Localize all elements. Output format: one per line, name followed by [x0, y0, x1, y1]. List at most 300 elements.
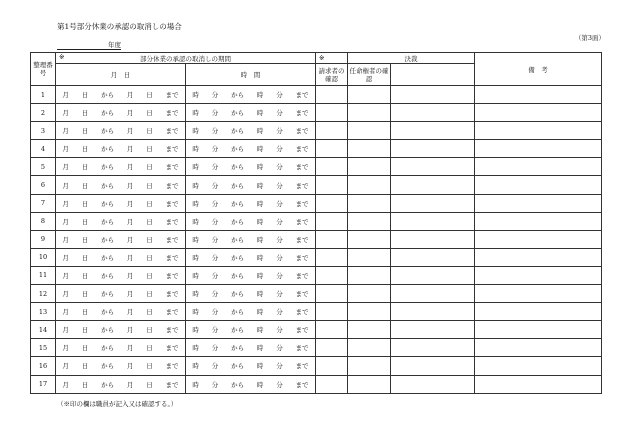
- row-number: 6: [31, 176, 56, 194]
- authority-check-cell[interactable]: [391, 230, 475, 248]
- requester-check-cell[interactable]: [348, 158, 391, 176]
- row-number: 12: [31, 285, 56, 303]
- mark-symbol: ※: [59, 53, 65, 61]
- requester-check-cell[interactable]: [348, 140, 391, 158]
- date-range-cell[interactable]: [56, 104, 186, 122]
- row-number: 10: [31, 248, 56, 266]
- table-row: [31, 104, 602, 122]
- approval-cell[interactable]: [475, 86, 602, 104]
- date-unit-label: 月: [62, 290, 69, 299]
- date-unit-label: まで: [165, 326, 179, 335]
- date-unit-label: から: [101, 344, 115, 353]
- time-unit-label: まで: [295, 163, 309, 172]
- time-unit-label: まで: [295, 109, 309, 118]
- date-unit-label: 日: [81, 163, 89, 172]
- time-unit-label: まで: [295, 362, 309, 371]
- table-row: [31, 122, 602, 140]
- time-unit-label: まで: [295, 290, 309, 299]
- date-unit-label: 日: [146, 145, 153, 154]
- time-unit-label: 時: [256, 308, 264, 317]
- time-unit-label: 時: [256, 253, 264, 262]
- number-column-header: [31, 53, 56, 86]
- time-unit-label: 分: [276, 181, 283, 190]
- time-range-cell[interactable]: [186, 158, 316, 176]
- date-column-label: 月 日: [110, 71, 131, 79]
- time-unit-label: まで: [295, 145, 309, 154]
- mark-check-cell[interactable]: [316, 266, 348, 284]
- date-unit-label: 月: [62, 91, 69, 100]
- time-unit-label: から: [231, 127, 245, 136]
- date-unit-label: 月: [62, 326, 69, 335]
- mark-check-cell[interactable]: [316, 158, 348, 176]
- date-unit-label: 日: [81, 326, 89, 335]
- time-range-cell[interactable]: [186, 104, 316, 122]
- time-unit-label: 時: [256, 362, 264, 371]
- date-unit-label: まで: [165, 91, 179, 100]
- time-unit-label: 分: [276, 326, 283, 335]
- time-range-cell[interactable]: [186, 266, 316, 284]
- authority-check-label: 任命権者の確認: [349, 66, 389, 83]
- date-unit-label: から: [101, 217, 115, 226]
- time-unit-label: 時: [256, 380, 264, 389]
- date-unit-label: から: [101, 308, 115, 317]
- date-unit-label: まで: [165, 199, 179, 208]
- date-unit-label: 月: [126, 109, 134, 118]
- time-unit-label: 分: [276, 271, 283, 280]
- date-unit-label: 日: [81, 235, 89, 244]
- time-unit-label: 時: [192, 199, 199, 208]
- year-label: 年度: [108, 41, 121, 49]
- mark-check-cell[interactable]: [316, 140, 348, 158]
- date-unit-label: 日: [146, 91, 153, 100]
- date-range-cell[interactable]: [56, 194, 186, 212]
- requester-check-cell[interactable]: [348, 248, 391, 266]
- date-range-cell[interactable]: [56, 303, 186, 321]
- time-unit-label: まで: [295, 271, 309, 280]
- time-unit-label: 時: [192, 91, 199, 100]
- date-range-cell[interactable]: [56, 212, 186, 230]
- date-unit-label: 月: [126, 380, 134, 389]
- date-unit-label: 日: [81, 344, 89, 353]
- date-unit-label: 日: [146, 235, 153, 244]
- date-unit-label: 日: [81, 253, 89, 262]
- date-unit-label: 月: [126, 199, 134, 208]
- time-range-cell[interactable]: [186, 321, 316, 339]
- row-number: 8: [31, 212, 56, 230]
- date-unit-label: 月: [126, 91, 134, 100]
- mark-check-cell[interactable]: [316, 303, 348, 321]
- mark-check-cell[interactable]: [316, 122, 348, 140]
- time-unit-label: 分: [211, 271, 219, 280]
- date-unit-label: 月: [62, 181, 69, 190]
- time-range-cell[interactable]: [186, 248, 316, 266]
- time-column-label: 時 間: [240, 71, 261, 79]
- approval-cell[interactable]: [475, 339, 602, 357]
- date-unit-label: 日: [146, 163, 153, 172]
- time-unit-label: 分: [211, 145, 219, 154]
- time-unit-label: 時: [256, 326, 264, 335]
- time-unit-label: 時: [192, 217, 199, 226]
- approval-cell[interactable]: [475, 194, 602, 212]
- requester-check-cell[interactable]: [348, 176, 391, 194]
- date-unit-label: まで: [165, 145, 179, 154]
- time-unit-label: 時: [192, 181, 199, 190]
- period-group-header: [56, 53, 316, 64]
- date-unit-label: 月: [126, 362, 134, 371]
- mark-check-cell[interactable]: [316, 230, 348, 248]
- approval-cell[interactable]: [475, 303, 602, 321]
- date-unit-label: 日: [81, 271, 89, 280]
- requester-check-cell[interactable]: [348, 122, 391, 140]
- time-unit-label: 時: [256, 91, 264, 100]
- date-range-cell[interactable]: [56, 375, 186, 393]
- date-unit-label: 月: [126, 145, 134, 154]
- time-range-cell[interactable]: [186, 212, 316, 230]
- table-row: [31, 212, 602, 230]
- date-unit-label: 月: [126, 326, 134, 335]
- mark-check-cell[interactable]: [316, 86, 348, 104]
- requester-check-cell[interactable]: [348, 266, 391, 284]
- time-unit-label: から: [231, 91, 245, 100]
- date-unit-label: 日: [146, 271, 153, 280]
- time-unit-label: 分: [276, 199, 283, 208]
- approval-group-label: 決裁: [404, 54, 418, 63]
- date-unit-label: から: [101, 380, 115, 389]
- date-unit-label: 月: [62, 362, 69, 371]
- row-number: 2: [31, 104, 56, 122]
- remarks-label: 備 考: [528, 65, 548, 74]
- time-range-cell[interactable]: [186, 375, 316, 393]
- row-number: 4: [31, 140, 56, 158]
- time-unit-label: 時: [256, 235, 264, 244]
- date-range-cell[interactable]: [56, 230, 186, 248]
- time-range-cell[interactable]: [186, 357, 316, 375]
- time-unit-label: まで: [295, 344, 309, 353]
- time-unit-label: 時: [256, 344, 264, 353]
- time-range-cell[interactable]: [186, 339, 316, 357]
- leave-cancellation-table: [30, 52, 602, 394]
- mark-check-cell[interactable]: [316, 194, 348, 212]
- approval-cell[interactable]: [475, 248, 602, 266]
- authority-check-cell[interactable]: [391, 194, 475, 212]
- approval-cell[interactable]: [475, 230, 602, 248]
- date-unit-label: から: [101, 290, 115, 299]
- time-range-cell[interactable]: [186, 140, 316, 158]
- date-unit-label: まで: [165, 109, 179, 118]
- approval-cell[interactable]: [475, 266, 602, 284]
- date-unit-label: まで: [165, 344, 179, 353]
- table-row: [31, 357, 602, 375]
- mark-check-cell[interactable]: [316, 104, 348, 122]
- date-unit-label: 日: [81, 109, 89, 118]
- date-unit-label: 日: [146, 308, 153, 317]
- date-unit-label: 日: [146, 199, 153, 208]
- authority-check-cell[interactable]: [391, 285, 475, 303]
- requester-check-cell[interactable]: [348, 285, 391, 303]
- date-unit-label: 日: [81, 308, 89, 317]
- row-number: 15: [31, 339, 56, 357]
- time-unit-label: 分: [276, 290, 283, 299]
- table-row: [31, 248, 602, 266]
- date-unit-label: 月: [126, 127, 134, 136]
- date-unit-label: 月: [62, 380, 69, 389]
- form-title: 第1号部分休業の承認の取消しの場合: [57, 22, 182, 31]
- time-unit-label: 分: [211, 91, 219, 100]
- date-range-cell[interactable]: [56, 357, 186, 375]
- requester-check-cell[interactable]: [348, 375, 391, 393]
- time-unit-label: 時: [192, 344, 199, 353]
- date-unit-label: 月: [126, 163, 134, 172]
- footnote: （※印の欄は職員が記入又は確認する。）: [57, 400, 178, 408]
- date-range-cell[interactable]: [56, 266, 186, 284]
- time-unit-label: 時: [192, 308, 199, 317]
- requester-check-cell[interactable]: [348, 230, 391, 248]
- date-range-cell[interactable]: [56, 86, 186, 104]
- time-unit-label: 分: [276, 253, 283, 262]
- approval-group-header: [348, 53, 475, 64]
- date-unit-label: 日: [81, 91, 89, 100]
- date-unit-label: 日: [146, 290, 153, 299]
- time-unit-label: 時: [192, 290, 199, 299]
- approval-cell[interactable]: [475, 140, 602, 158]
- approval-cell[interactable]: [475, 357, 602, 375]
- mark-check-cell[interactable]: [316, 212, 348, 230]
- date-unit-label: 月: [62, 271, 69, 280]
- table-row: [31, 285, 602, 303]
- date-unit-label: 日: [81, 199, 89, 208]
- authority-check-cell[interactable]: [391, 321, 475, 339]
- date-unit-label: 月: [62, 163, 69, 172]
- table-row: [31, 375, 602, 393]
- time-unit-label: から: [231, 199, 245, 208]
- date-unit-label: 月: [62, 217, 69, 226]
- authority-check-cell[interactable]: [391, 122, 475, 140]
- row-number: 1: [31, 86, 56, 104]
- date-range-cell[interactable]: [56, 140, 186, 158]
- time-unit-label: 時: [256, 109, 264, 118]
- date-range-cell[interactable]: [56, 158, 186, 176]
- time-unit-label: 時: [256, 271, 264, 280]
- row-number: 9: [31, 230, 56, 248]
- mark-check-cell[interactable]: [316, 176, 348, 194]
- time-unit-label: 分: [276, 217, 283, 226]
- time-range-cell[interactable]: [186, 285, 316, 303]
- date-unit-label: まで: [165, 127, 179, 136]
- time-unit-label: 分: [211, 163, 219, 172]
- time-unit-label: 分: [211, 199, 219, 208]
- approval-cell[interactable]: [475, 176, 602, 194]
- time-unit-label: 分: [211, 380, 219, 389]
- requester-check-cell[interactable]: [348, 339, 391, 357]
- authority-check-cell[interactable]: [391, 357, 475, 375]
- time-unit-label: まで: [295, 253, 309, 262]
- mark2-symbol: ※: [319, 54, 325, 62]
- date-unit-label: から: [101, 253, 115, 262]
- date-unit-label: 日: [146, 362, 153, 371]
- time-unit-label: 時: [192, 109, 199, 118]
- requester-check-cell[interactable]: [348, 104, 391, 122]
- date-range-cell[interactable]: [56, 122, 186, 140]
- time-unit-label: まで: [295, 91, 309, 100]
- approval-cell[interactable]: [475, 375, 602, 393]
- time-range-cell[interactable]: [186, 122, 316, 140]
- date-unit-label: から: [101, 109, 115, 118]
- authority-check-cell[interactable]: [391, 303, 475, 321]
- date-unit-label: 月: [62, 344, 69, 353]
- time-unit-label: まで: [295, 380, 309, 389]
- date-unit-label: 日: [146, 253, 153, 262]
- authority-check-cell[interactable]: [391, 248, 475, 266]
- time-unit-label: まで: [295, 217, 309, 226]
- requester-check-cell[interactable]: [348, 303, 391, 321]
- date-unit-label: 日: [146, 380, 153, 389]
- time-range-cell[interactable]: [186, 176, 316, 194]
- mark-check-cell[interactable]: [316, 339, 348, 357]
- time-range-cell[interactable]: [186, 303, 316, 321]
- time-unit-label: 分: [276, 235, 283, 244]
- number-column-label: 整理番号: [33, 61, 53, 77]
- date-range-cell[interactable]: [56, 339, 186, 357]
- approval-cell[interactable]: [475, 158, 602, 176]
- time-unit-label: 分: [211, 235, 219, 244]
- date-unit-label: から: [101, 181, 115, 190]
- date-unit-label: 日: [81, 362, 89, 371]
- date-range-cell[interactable]: [56, 176, 186, 194]
- date-unit-label: 日: [146, 217, 153, 226]
- date-unit-label: 日: [146, 344, 153, 353]
- date-range-cell[interactable]: [56, 285, 186, 303]
- time-unit-label: 時: [256, 145, 264, 154]
- time-unit-label: から: [231, 271, 245, 280]
- date-unit-label: から: [101, 235, 115, 244]
- time-unit-label: から: [231, 109, 245, 118]
- date-unit-label: まで: [165, 253, 179, 262]
- period-group-label: 部分休業の承認の取消しの期間: [140, 54, 231, 63]
- approval-cell[interactable]: [475, 212, 602, 230]
- date-unit-label: から: [101, 145, 115, 154]
- date-range-cell[interactable]: [56, 248, 186, 266]
- approval-cell[interactable]: [475, 321, 602, 339]
- date-unit-label: から: [101, 127, 115, 136]
- time-unit-label: 時: [192, 145, 199, 154]
- table-row: [31, 303, 602, 321]
- date-unit-label: 日: [81, 145, 89, 154]
- mark-check-cell[interactable]: [316, 375, 348, 393]
- time-unit-label: 分: [276, 91, 283, 100]
- time-unit-label: 時: [192, 380, 199, 389]
- time-range-cell[interactable]: [186, 230, 316, 248]
- authority-check-cell[interactable]: [391, 140, 475, 158]
- date-unit-label: 月: [62, 109, 69, 118]
- table-row: [31, 158, 602, 176]
- date-unit-label: まで: [165, 290, 179, 299]
- time-range-cell[interactable]: [186, 194, 316, 212]
- date-unit-label: まで: [165, 271, 179, 280]
- requester-check-cell[interactable]: [348, 321, 391, 339]
- time-unit-label: まで: [295, 326, 309, 335]
- time-unit-label: まで: [295, 308, 309, 317]
- date-unit-label: 月: [62, 199, 69, 208]
- time-unit-label: から: [231, 326, 245, 335]
- time-unit-label: 分: [211, 362, 219, 371]
- time-unit-label: 分: [211, 181, 219, 190]
- time-range-cell[interactable]: [186, 86, 316, 104]
- requester-check-cell[interactable]: [348, 212, 391, 230]
- time-column-header: [186, 64, 316, 86]
- authority-check-cell[interactable]: [391, 176, 475, 194]
- approval-cell[interactable]: [475, 285, 602, 303]
- time-unit-label: から: [231, 253, 245, 262]
- mark-check-cell[interactable]: [316, 357, 348, 375]
- time-unit-label: 分: [276, 308, 283, 317]
- date-unit-label: から: [101, 91, 115, 100]
- authority-check-cell[interactable]: [391, 158, 475, 176]
- time-unit-label: から: [231, 308, 245, 317]
- date-unit-label: 月: [62, 308, 69, 317]
- table-row: [31, 230, 602, 248]
- approval-cell[interactable]: [475, 104, 602, 122]
- time-unit-label: 時: [256, 127, 264, 136]
- date-unit-label: 月: [62, 253, 69, 262]
- year-field[interactable]: [57, 41, 121, 50]
- mark-check-cell[interactable]: [316, 321, 348, 339]
- date-unit-label: 月: [126, 235, 134, 244]
- time-unit-label: から: [231, 344, 245, 353]
- time-unit-label: から: [231, 290, 245, 299]
- date-range-cell[interactable]: [56, 321, 186, 339]
- authority-check-cell[interactable]: [391, 86, 475, 104]
- time-unit-label: 時: [192, 271, 199, 280]
- date-unit-label: 日: [81, 380, 89, 389]
- time-unit-label: まで: [295, 127, 309, 136]
- requester-check-cell[interactable]: [348, 194, 391, 212]
- time-unit-label: から: [231, 362, 245, 371]
- time-unit-label: から: [231, 380, 245, 389]
- approval-cell[interactable]: [475, 122, 602, 140]
- time-unit-label: 分: [211, 217, 219, 226]
- table-row: [31, 266, 602, 284]
- time-unit-label: まで: [295, 199, 309, 208]
- authority-check-cell[interactable]: [391, 104, 475, 122]
- table-row: [31, 140, 602, 158]
- time-unit-label: 分: [211, 326, 219, 335]
- time-unit-label: 分: [276, 344, 283, 353]
- row-number: 13: [31, 303, 56, 321]
- time-unit-label: 分: [211, 290, 219, 299]
- time-unit-label: から: [231, 235, 245, 244]
- row-number: 5: [31, 158, 56, 176]
- authority-check-cell[interactable]: [391, 212, 475, 230]
- requester-check-header: [316, 64, 348, 86]
- time-unit-label: 分: [211, 344, 219, 353]
- authority-check-cell[interactable]: [391, 375, 475, 393]
- authority-check-cell[interactable]: [391, 339, 475, 357]
- date-unit-label: 月: [126, 344, 134, 353]
- mark-check-cell[interactable]: [316, 248, 348, 266]
- time-unit-label: 分: [276, 127, 283, 136]
- mark2-cell: [316, 53, 348, 64]
- date-unit-label: 月: [126, 290, 134, 299]
- mark-check-cell[interactable]: [316, 285, 348, 303]
- time-unit-label: 分: [276, 163, 283, 172]
- requester-check-cell[interactable]: [348, 357, 391, 375]
- authority-check-cell[interactable]: [391, 266, 475, 284]
- time-unit-label: 時: [256, 181, 264, 190]
- requester-check-cell[interactable]: [348, 86, 391, 104]
- date-unit-label: まで: [165, 181, 179, 190]
- row-number: 16: [31, 357, 56, 375]
- date-unit-label: 日: [81, 127, 89, 136]
